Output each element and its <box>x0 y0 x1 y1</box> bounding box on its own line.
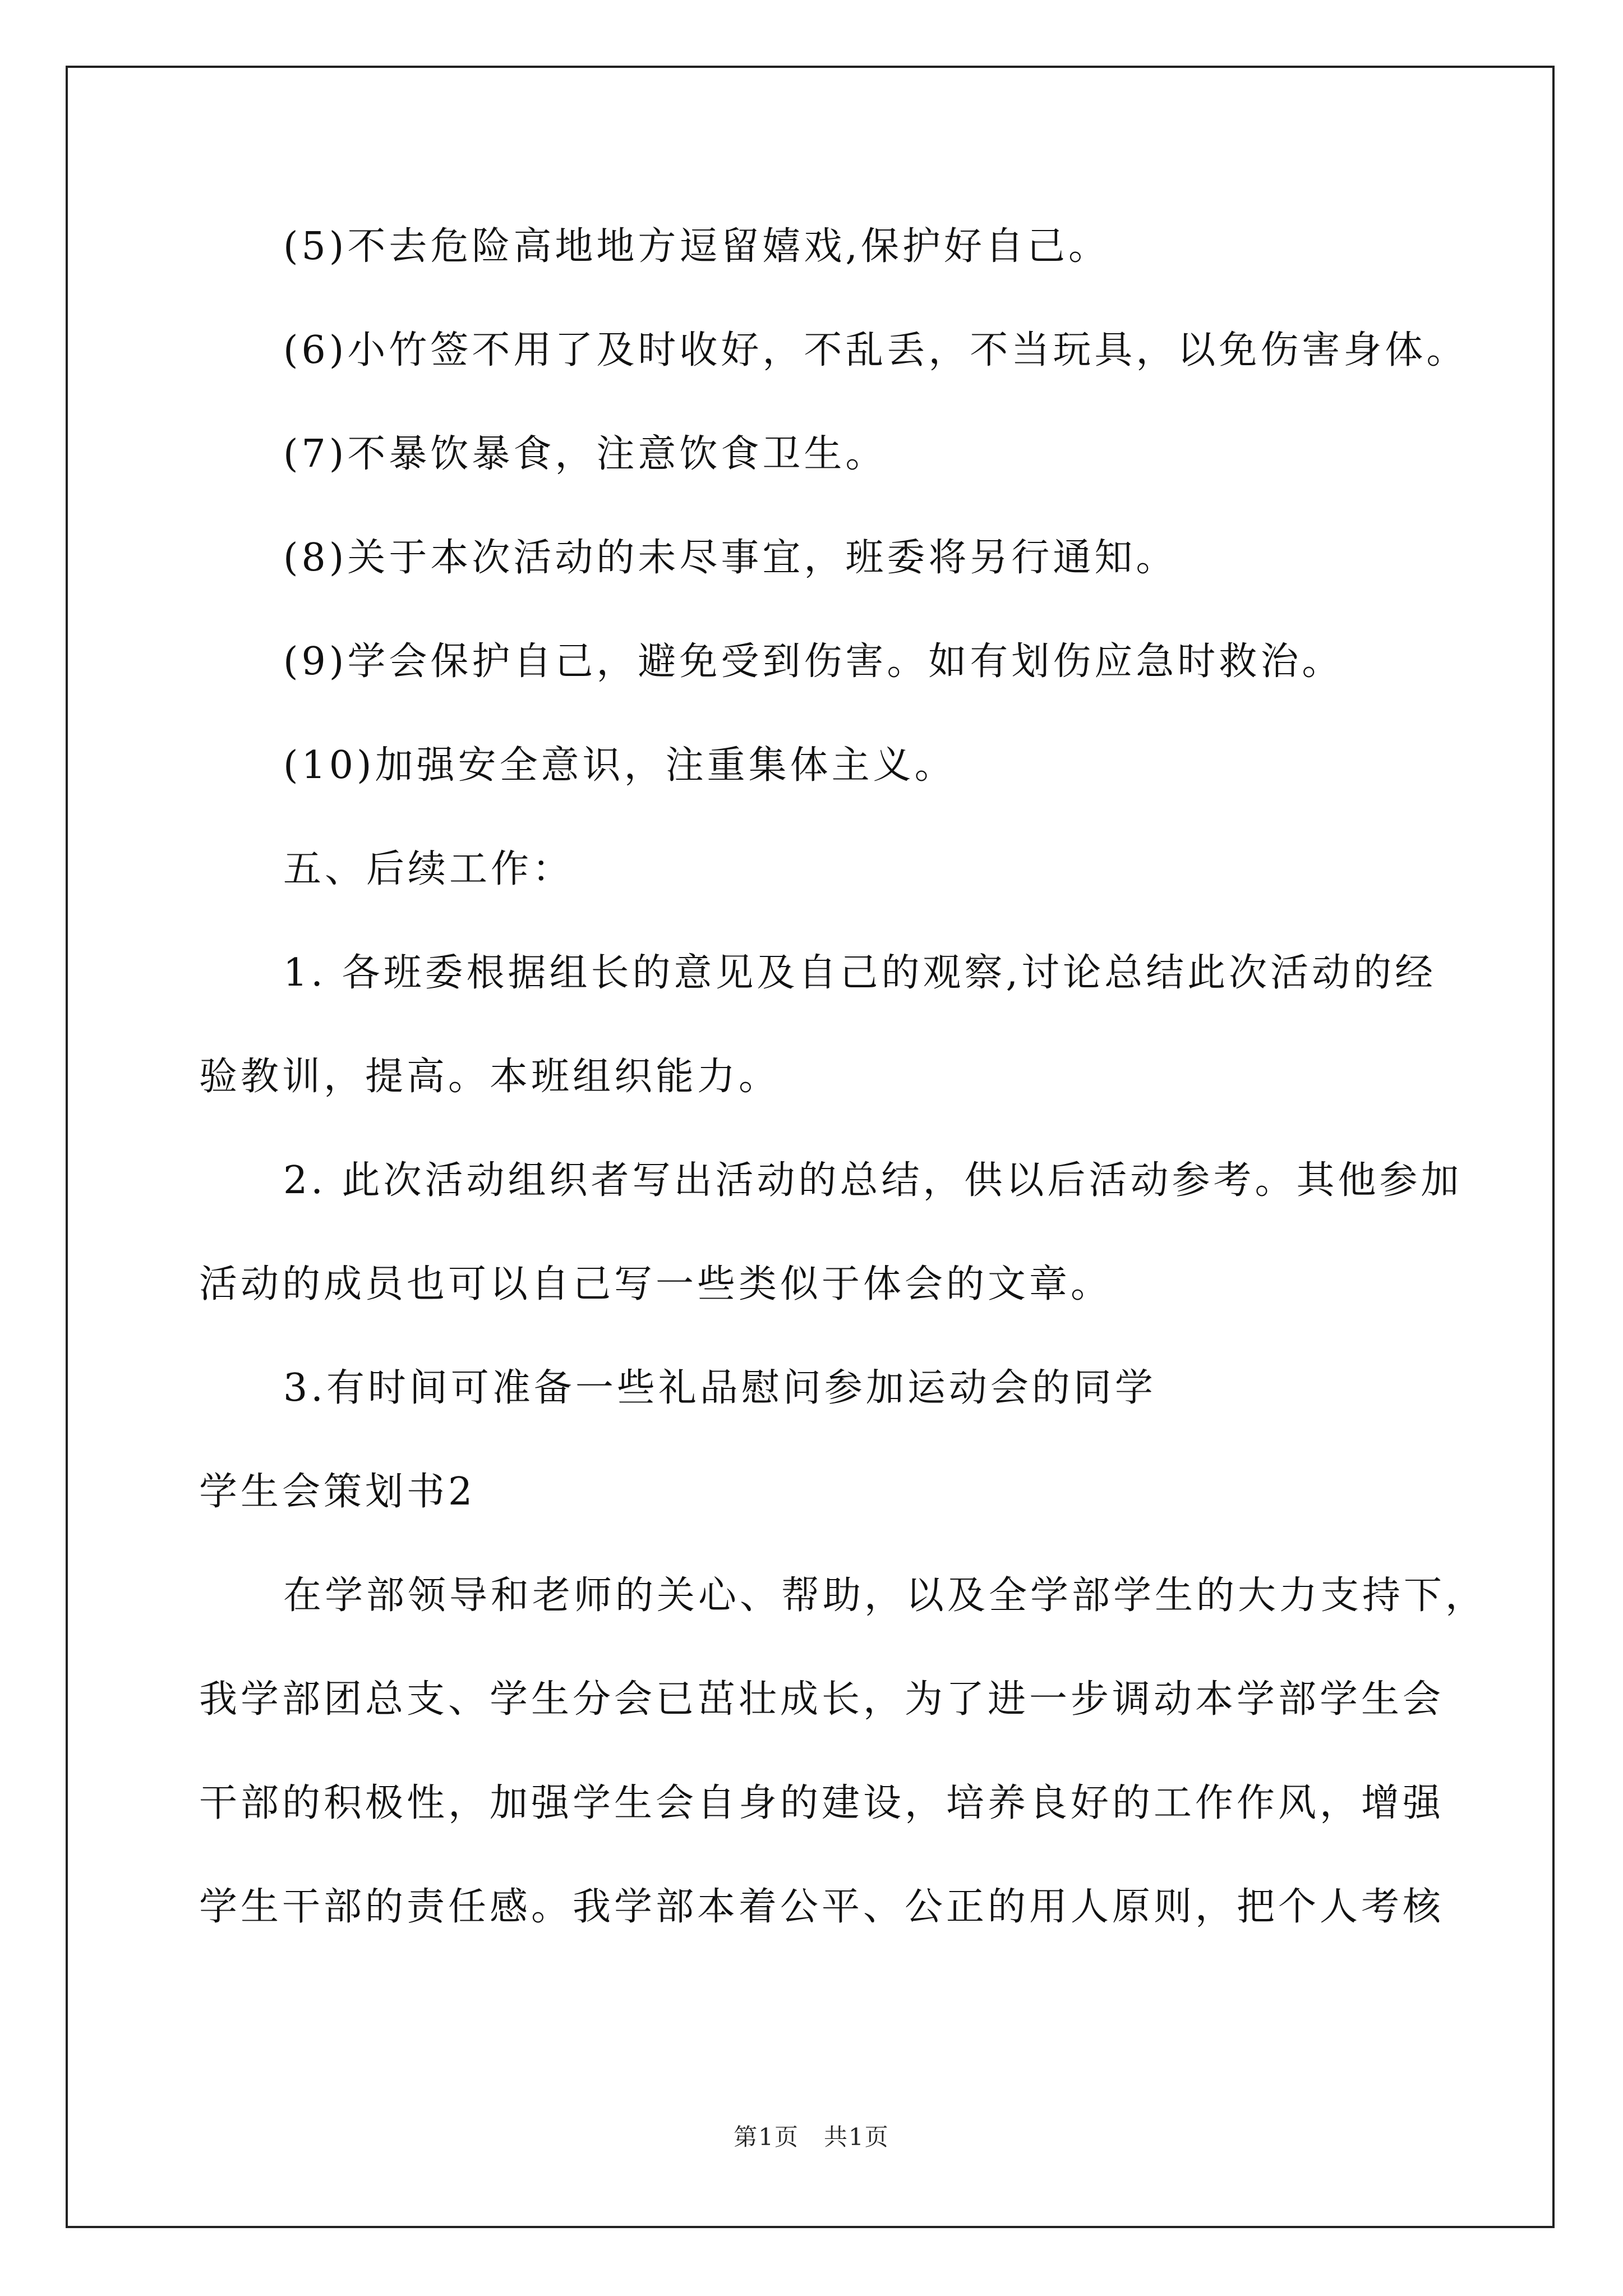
list-item-9: (9)学会保护自己，避免受到伤害。如有划伤应急时救治。 <box>283 639 1344 684</box>
followup-item-1-cont: 验教训，提高。本班组织能力。 <box>199 1055 781 1099</box>
page-footer: 第1页 共1页 <box>734 2123 889 2151</box>
followup-item-3: 3.有时间可准备一些礼品慰问参加运动会的同学 <box>283 1366 1156 1410</box>
list-item-8: (8)关于本次活动的未尽事宜，班委将另行通知。 <box>283 536 1178 580</box>
followup-item-2: 2. 此次活动组织者写出活动的总结，供以后活动参考。其他参加 <box>283 1158 1463 1203</box>
section-heading-followup: 五、后续工作： <box>283 847 574 891</box>
paragraph-line-3: 干部的积极性，加强学生会自身的建设，培养良好的工作作风，增强 <box>199 1781 1445 1825</box>
list-item-7: (7)不暴饮暴食，注意饮食卫生。 <box>283 432 887 476</box>
followup-item-2-cont: 活动的成员也可以自己写一些类似于体会的文章。 <box>199 1262 1113 1306</box>
paragraph-line-1: 在学部领导和老师的关心、帮助，以及全学部学生的大力支持下， <box>283 1573 1487 1618</box>
followup-item-1: 1. 各班委根据组长的意见及自己的观察,讨论总结此次活动的经 <box>283 951 1437 995</box>
list-item-6: (6)小竹签不用了及时收好，不乱丢，不当玩具，以免伤害身体。 <box>283 328 1468 372</box>
section-title-plan-2: 学生会策划书2 <box>199 1470 476 1514</box>
paragraph-line-2: 我学部团总支、学生分会已茁壮成长，为了进一步调动本学部学生会 <box>199 1677 1445 1722</box>
list-item-5: (5)不去危险高地地方逗留嬉戏,保护好自己。 <box>283 224 1110 269</box>
list-item-10: (10)加强安全意识，注重集体主义。 <box>283 743 956 788</box>
paragraph-line-4: 学生干部的责任感。我学部本着公平、公正的用人原则，把个人考核 <box>199 1885 1445 1929</box>
